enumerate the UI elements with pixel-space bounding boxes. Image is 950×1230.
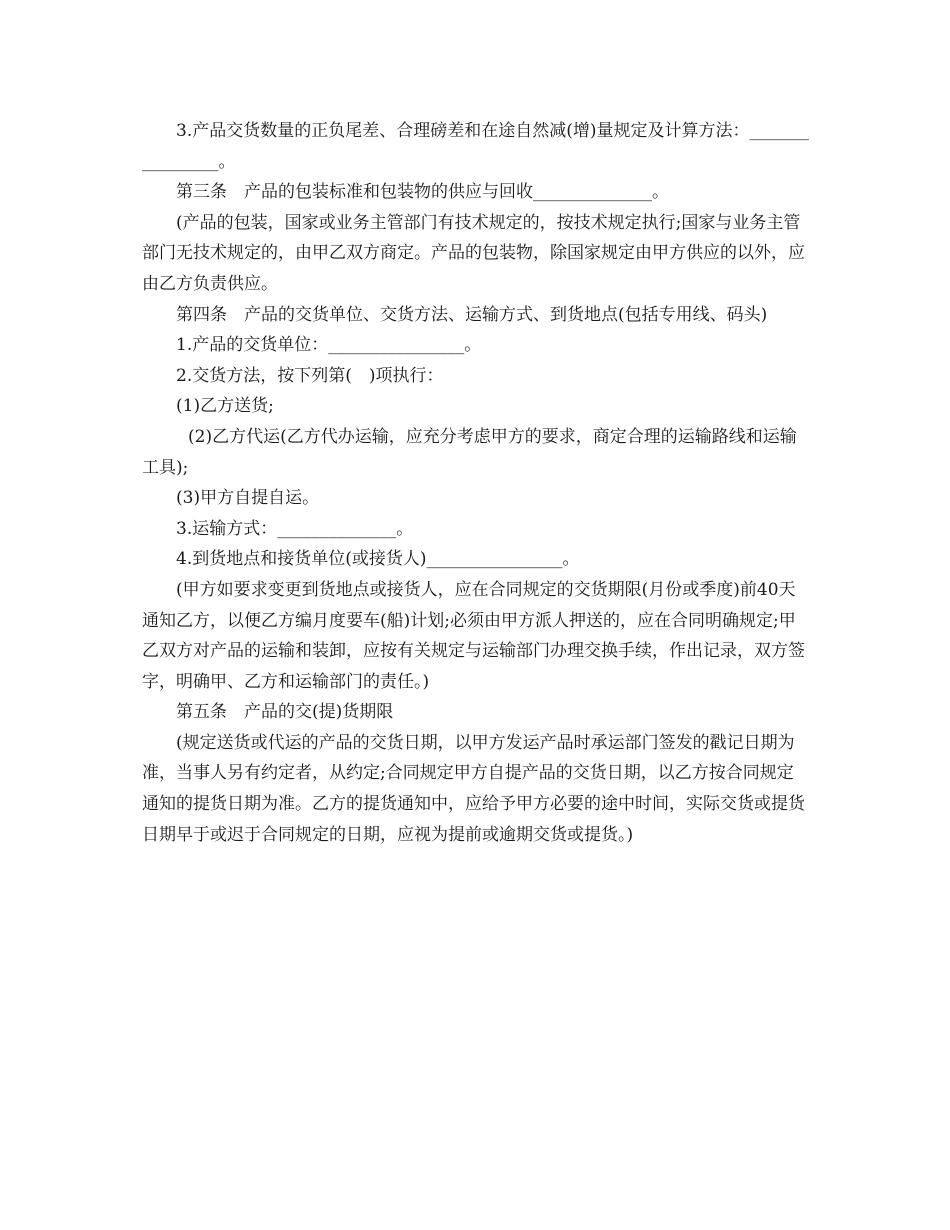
paragraph-packaging-note: (产品的包装，国家或业务主管部门有技术规定的，按技术规定执行;国家与业务主管部门无技术规定的，由甲乙双方商定。产品的包装物，除国家规定由甲方供应的以外，应由乙方负责供应。 xyxy=(142,212,805,294)
paragraph-destination: 4.到货地点和接货单位(或接货人)________________。 xyxy=(176,549,580,570)
paragraph-delivery-method: 2.交货方法，按下列第( )项执行： xyxy=(176,365,444,386)
document-body xyxy=(142,116,810,850)
paragraph-quantity-tolerance: 3.产品交货数量的正负尾差、合理磅差和在途自然减(增)量规定及计算方法：________________。 xyxy=(142,121,809,172)
paragraph-destination-change-note: (甲方如要求变更到货地点或接货人，应在合同规定的交货期限(月份或季度)前40天通知乙方，以便乙方编月度要车(船)计划;必须由甲方派人押送的，应在合同明确规定;甲乙双方对产品的运输和装卸，应按有关规定与运输部门办理交换手续，作出记录，双方签字，明确甲、乙方和运输部门的责任。) xyxy=(142,579,805,692)
list-item-option-2: (2)乙方代运(乙方代办运输，应充分考虑甲方的要求，商定合理的运输路线和运输工具); xyxy=(142,426,797,478)
list-item-option-3: (3)甲方自提自运。 xyxy=(176,488,320,509)
article-5-heading: 第五条 产品的交(提)货期限 xyxy=(176,702,394,723)
paragraph-transport-mode: 3.运输方式：______________。 xyxy=(176,518,414,539)
paragraph-delivery-date-note: (规定送货或代运的产品的交货日期，以甲方发运产品时承运部门签发的戳记日期为准，当事人另有约定者，从约定;合同规定甲方自提产品的交货日期，以乙方按合同规定通知的提货日期为准。乙方的提货通知中，应给予甲方必要的途中时间，实际交货或提货日期早于或迟于合同规定的日期，应视为提前或逾期交货或提货。) xyxy=(142,732,805,845)
paragraph-delivery-unit: 1.产品的交货单位：________________。 xyxy=(176,335,482,356)
list-item-option-1: (1)乙方送货; xyxy=(176,396,274,417)
article-3-heading: 第三条 产品的包装标准和包装物的供应与回收______________。 xyxy=(176,182,669,203)
article-4-heading: 第四条 产品的交货单位、交货方法、运输方式、到货地点(包括专用线、码头) xyxy=(176,304,768,325)
